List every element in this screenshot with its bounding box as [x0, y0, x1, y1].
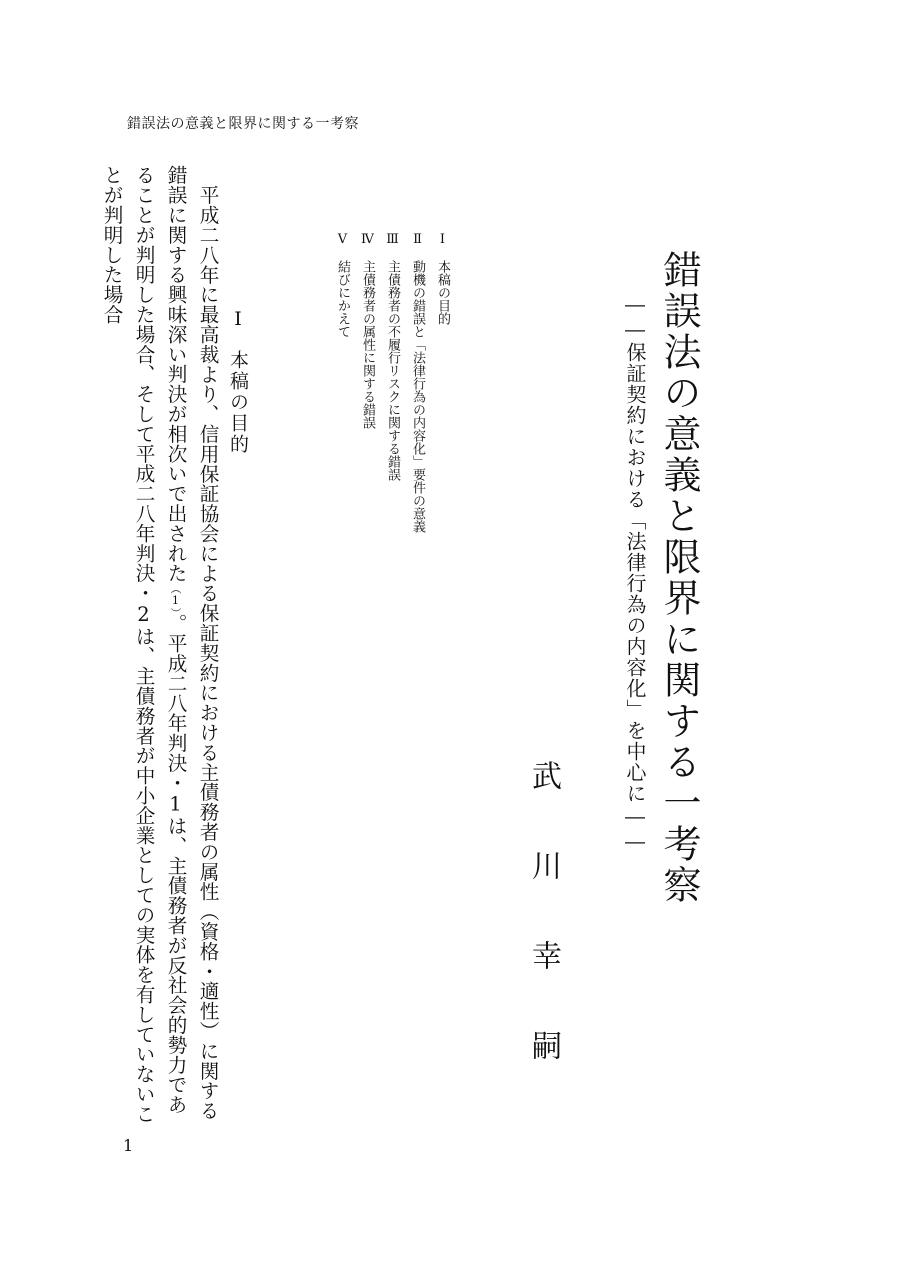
toc-number: Ⅰ [435, 232, 450, 247]
toc-number: Ⅲ [385, 232, 400, 247]
page-number: 1 [123, 1136, 134, 1155]
table-of-contents [330, 232, 455, 533]
section-title: 本稿の目的 [227, 350, 249, 455]
toc-label: 本稿の目的 [435, 260, 450, 325]
toc-item [330, 232, 355, 533]
toc-item [380, 232, 405, 533]
toc-item [405, 232, 430, 533]
body-text-part: 平成二八年に最高裁より、信用保証協会による保証契約における主債務者の属性（資格・適性）に関する錯誤に関する興味深い判決が相次いで出された [164, 165, 219, 1120]
toc-label: 主債務者の不履行リスクに関する錯誤 [385, 260, 400, 481]
article-title: 錯誤法の意義と限界に関する一考察 [657, 250, 701, 906]
section-heading [228, 308, 247, 455]
toc-item [430, 232, 455, 533]
toc-label: 主債務者の属性に関する錯誤 [360, 260, 375, 429]
toc-number: Ⅴ [335, 232, 350, 247]
footnote-reference[interactable]: （1） [169, 582, 182, 614]
author-name: 武川幸嗣 [526, 760, 561, 1120]
toc-number: Ⅱ [410, 232, 425, 247]
toc-item [355, 232, 380, 533]
body-text [95, 165, 223, 1125]
toc-label: 動機の錯誤と「法律行為の内容化」要件の意義 [410, 260, 425, 533]
article-subtitle: ――保証契約における「法律行為の内容化」を中心に―― [623, 292, 647, 854]
body-text-part: 。平成二八年判決・1は、主債務者が反社会的勢力であることが判明した場合、そして平成二八年判決・2は、主債務者が中小企業としての実体を有していないことが判明した場合 [100, 165, 187, 1124]
toc-number: Ⅳ [360, 232, 375, 247]
section-number: Ⅰ [227, 308, 249, 332]
running-header: 錯誤法の意義と限界に関する一考察 [127, 116, 359, 132]
body-paragraph [95, 165, 223, 1125]
toc-label: 結びにかえて [335, 260, 350, 338]
